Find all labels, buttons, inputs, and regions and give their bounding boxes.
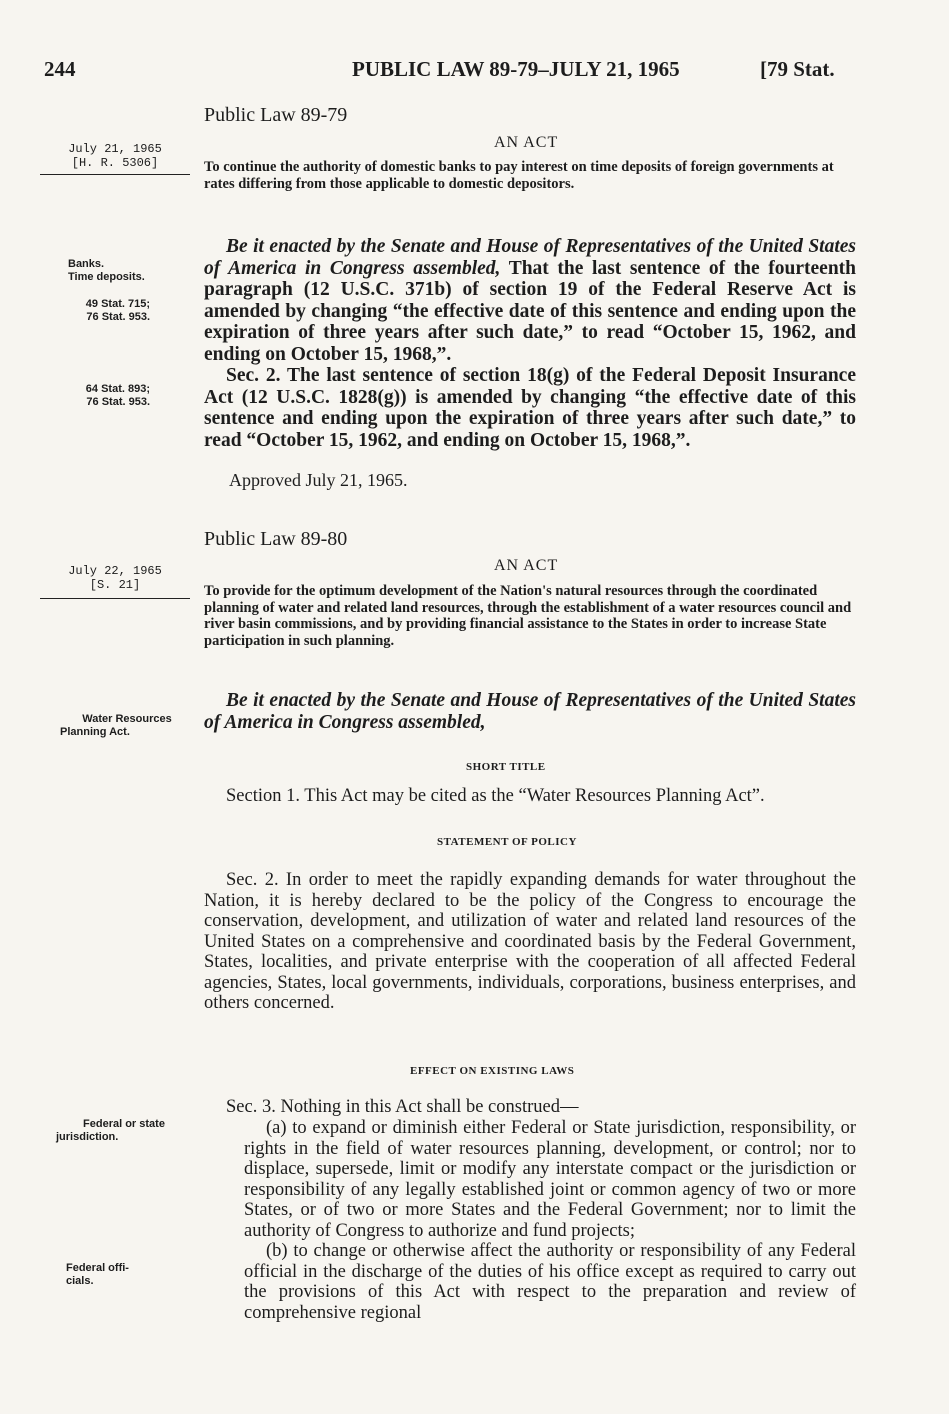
short-title-heading: SHORT TITLE [466,761,546,773]
section-3-intro: Sec. 3. Nothing in this Act shall be construed— [226,1097,579,1117]
enacting-clause: Be it enacted by the Senate and House of Representatives of the United States of America in Congress assembled, [204,236,856,279]
section-1-text: That the last sentence of the fourteenth paragraph (12 U.S.C. 371b) of section 19 of the Federal Reserve Act is amended by changing “the effective date of this sentence and ending upon the expiration of three years after such date,” to read “October 15, 1962, and ending on October 15, 1968,”. [204,257,857,365]
section-3a: (a) to expand or diminish either Federal or State jurisdiction, responsibility, or rights in the field of water resources planning, development, or control; nor to displace, supersede, limit or modify any interstate compact or the jurisdiction or responsibility of any legally established joint or common agency of two or more States, or of two or more States and the Federal Government; nor to limit the authority of Congress to authorize and fund projects; [244,1118,856,1241]
approved-date: Approved July 21, 1965. [229,470,408,490]
side-note-water: Water Resources Planning Act. [60,713,172,738]
effect-heading: EFFECT ON EXISTING LAWS [410,1065,575,1077]
bill-number: [S. 21] [89,578,141,592]
law2-enacting-clause: Be it enacted by the Senate and House of Representatives of the United States of America in Congress assembled, [204,690,856,733]
running-title: PUBLIC LAW 89-79–JULY 21, 1965 [352,57,680,81]
an-act-heading: AN ACT [494,134,559,151]
an-act-heading: AN ACT [494,557,559,574]
side-note-federal-officials: Federal offi- cials. [66,1262,129,1287]
law1-body [204,236,856,451]
margin-date-89-80 [40,564,190,592]
margin-rule [40,598,190,599]
law-title-89-80: Public Law 89-80 [204,528,348,550]
margin-rule [40,174,190,175]
law-title-89-79: Public Law 89-79 [204,104,348,126]
side-note-stat-2: 64 Stat. 893; 76 Stat. 953. [85,383,150,408]
enactment-date: July 22, 1965 [68,564,162,578]
margin-date-89-79 [40,142,190,170]
side-note-federal-state: Federal or state jurisdiction. [56,1118,165,1143]
section-1-short-title: Section 1. This Act may be cited as the “Water Resources Planning Act”. [226,786,765,806]
side-note-banks: Banks. Time deposits. [68,258,145,283]
enactment-date: July 21, 1965 [68,142,162,156]
section-3b: (b) to change or otherwise affect the authority or responsibility of any Federal official in the discharge of the duties of his office except as required to carry out the provisions of this Act with respect to the preparation and review of comprehensive regional [244,1241,856,1323]
section-3-clauses [244,1118,856,1323]
act-purpose: To provide for the optimum development of the Nation's natural resources through the coordinated planning of water and related land resources, through the establishment of a water resources council and river basin commissions, and by providing financial assistance to the States in order to increase State participation in such planning. [204,583,852,649]
bill-number: [H. R. 5306] [71,156,159,170]
side-note-stat-1: 49 Stat. 715; 76 Stat. 953. [85,298,150,323]
act-purpose: To continue the authority of domestic banks to pay interest on time deposits of foreign governments at rates differing from those applicable to domestic depositors. [204,159,834,192]
policy-heading: STATEMENT OF POLICY [437,836,577,848]
section-2-policy: Sec. 2. In order to meet the rapidly expanding demands for water throughout the Nation, it is hereby declared to be the policy of the Congress to encourage the conservation, development, and utilization of water and related land resources of the United States on a comprehensive and coordinated basis by the Federal Government, States, localities, and private enterprise with the cooperation of all affected Federal agencies, States, local governments, individuals, corporations, business enterprises, and others concerned. [204,870,856,1013]
section-3-effect [204,1097,856,1118]
section-2-text: Sec. 2. The last sentence of section 18(g) of the Federal Deposit Insurance Act (12 U.S.C. 1828(g)) is amended by changing “the effective date of this sentence and ending upon the expiration of three years after such date,” to read “October 15, 1962, and ending on October 15, 1968,”. [204,365,856,451]
stat-volume: [79 Stat. [760,57,835,81]
page-number: 244 [44,57,76,81]
